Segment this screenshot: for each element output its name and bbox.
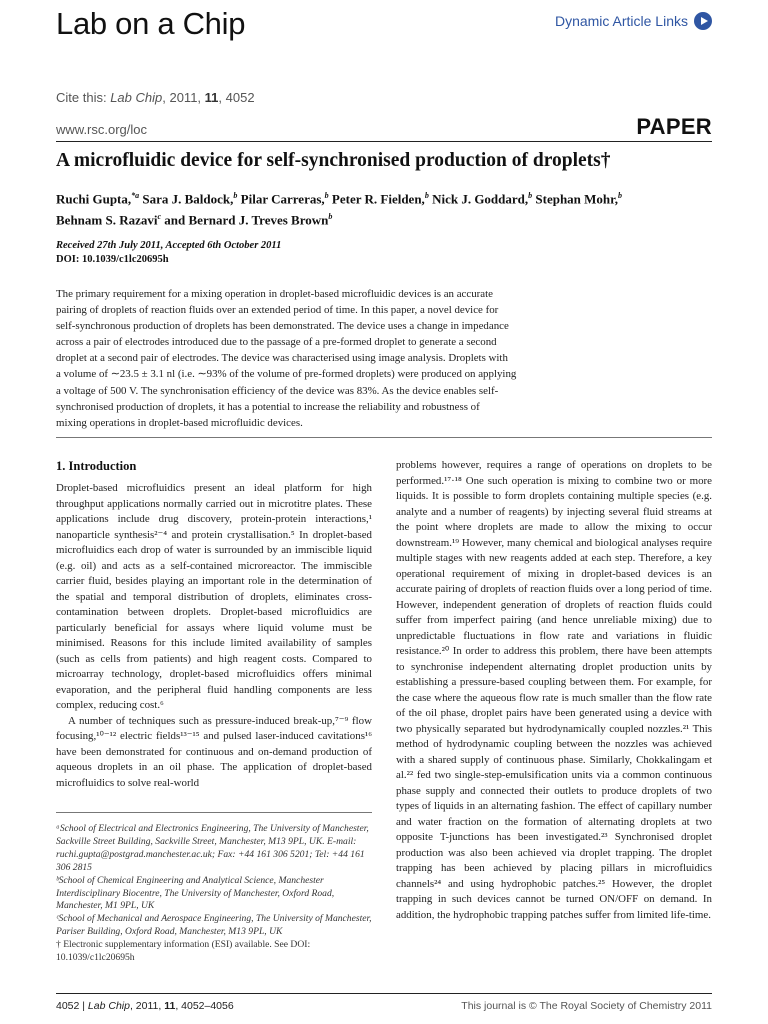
abstract-line: mixing operations in droplet-based microfluidic devices. (56, 416, 303, 429)
affiliation-mark: b (324, 191, 329, 200)
body-paragraph: problems however, requires a range of operations on droplets to be performed.¹⁷·¹⁸ One such operation is mixing to combine two or more liquids. It is possible to form droplets containing multiple species (e.g. analyte and a number of reagents) by injecting several fluid streams at the point where droplets are made to allow the mixing to occur downstream.¹⁹ However, many chemical and biological analyses require multiple stages with new reagents added at each step. Therefore, a key operational requirement of mixing in droplet-based devices is an accurate pairing of droplets of reaction fluids over a long period of time. However, independent generation of droplets of reaction fluids could suffer from imperfect pairing (and hence unreliable mixing) due to unpredictable fluctuations in flow rate and variations in fluidic resistance.²⁰ In order to address this problem, there have been attempts to synchronise independent alternating droplet production units by establishing a pressure-based coupling between them. For example, for the case where the aqueous flow rate is much smaller than the flow rate of the oil phase, droplet pairs have been generated using a device with two physically separated but hydrodynamically coupled nozzles.²¹ This method of hydrodynamic coupling between the nozzles was achieved with a shared supply of continuous phase. Similarly, Chokkalingam et al.²² fed two single-step-emulsification units via a common continuous phase supply and connected their outlets to produce droplets of two types of liquids in an alternating fashion. The effect of capillary number and water fraction on the formation of alternating droplets at two opposite T-junctions has been investigated.²³ Synchronised droplet production was also been achieved via droplet trapping. The droplet trapping has been achieved by placing pillars in microfluidics channels²⁴ and using hydrophobic patches.²⁵ However, the droplet trapping in such devices cannot be turned ON/OFF on demand. In addition, the hydrophobic trapping patches suffer from limited life-time. (396, 459, 712, 921)
cite-volume: 11 (204, 90, 219, 105)
received-accepted: Received 27th July 2011, Accepted 6th October 2011 (56, 240, 282, 251)
author-list (56, 187, 716, 230)
footer-pages: , 4052–4056 (175, 1000, 234, 1012)
right-column (396, 458, 712, 923)
author: Behnam S. Razavi (56, 212, 158, 228)
abstract-line: synchronised production of droplets, it has a potential to increase the reliability and robustness of (56, 400, 480, 413)
cite-journal: Lab Chip (110, 90, 163, 105)
footer-volume: 11 (164, 1000, 176, 1012)
author: Peter R. Fielden, (331, 191, 425, 207)
dynamic-article-links-label[interactable]: Dynamic Article Links (554, 13, 688, 29)
footnote-affiliation-c: ᶜSchool of Mechanical and Aerospace Engineering, The University of Manchester, Pariser Building, Oxford Road, Manchester, M13 9PL, UK (56, 913, 372, 938)
abstract (56, 286, 604, 431)
cite-year: , 2011, (162, 90, 205, 105)
author: Stephan Mohr, (535, 191, 618, 207)
journal-url[interactable]: www.rsc.org/loc (56, 122, 148, 137)
abstract-line: droplet at a second pair of electrodes. The device was characterised using image analysis. Droplets with (56, 352, 508, 365)
affiliation-mark: b (424, 191, 429, 200)
body-paragraph: Droplet-based microfluidics present an ideal platform for high throughput applications normally carried out in microtitre plates. These applications include drug discovery, protein-protein interactions,¹ nanoparticle synthesis²⁻⁴ and protein crystallisation.⁵ In droplet-based microfluidics each drop of water is surrounded by an immiscible liquid (e.g. oil) and acts as a self-contained microreactor. The immiscible carrier fluid, besides playing an important role in the determination of the spatial and temporal distribution of droplets, eliminates cross-contamination between droplets. Droplet-based microfluidics are particularly beneficial for assays where liquid volume must be minimised. Reasons for this include limited availability of samples (such as cells from patients) and high reagent costs. Compared to microarray technology, droplet-based microfluidics offers minimal evaporation, and the peripheral fluid handling components are less complex, reducing cost.⁶ (56, 482, 372, 711)
footnote-esi: † Electronic supplementary information (ESI) available. See DOI: 10.1039/c1lc20695h (56, 939, 311, 964)
section-heading: 1. Introduction (56, 459, 137, 473)
footer-citation (56, 1000, 234, 1012)
cite-prefix: Cite this: (56, 90, 107, 105)
footnotes (56, 823, 372, 965)
author: Sara J. Baldock, (142, 191, 234, 207)
cite-page: , 4052 (218, 90, 255, 105)
abstract-line: self-synchronous production of droplets has been demonstrated. The device uses a change in impedance (56, 320, 509, 333)
footer-journal: Lab Chip (87, 1000, 130, 1012)
author: Pilar Carreras, (240, 191, 325, 207)
affiliation-mark: c (157, 212, 162, 222)
footer-page: 4052 | (56, 1000, 88, 1012)
affiliation-mark: b (528, 191, 533, 200)
dynamic-article-links[interactable] (555, 12, 712, 30)
article-title: A microfluidic device for self-synchronised production of droplets† (56, 150, 611, 171)
abstract-line: across a pair of electrodes introduced due to the passage of a pre-formed droplet to generate a second (56, 336, 497, 349)
affiliation-mark: b (618, 191, 622, 200)
abstract-divider (56, 437, 712, 438)
abstract-line: a voltage of 500 V. The synchronisation efficiency of the device was 83%. As the device enables self- (56, 384, 499, 397)
footer-divider (56, 993, 712, 994)
header-divider (56, 141, 712, 142)
citation-line (56, 90, 255, 105)
doi[interactable]: DOI: 10.1039/c1lc20695h (56, 254, 169, 265)
paper-type-label: PAPER (636, 114, 712, 139)
left-column (56, 481, 372, 791)
play-icon[interactable] (694, 12, 712, 30)
abstract-line: pairing of droplets of reaction fluids over an extended period of time. In this paper, a novel device for (56, 304, 499, 317)
footnote-affiliation-a: ᵃSchool of Electrical and Electronics Engineering, The University of Manchester, Sackville Street Building, Sackville Street, Manchester, M13 9PL, UK. E-mail: ruchi.gupta@postgrad.manchester.ac.uk; Fax: +44 161 306 5201; Tel: +44 161 306 2815 (56, 823, 369, 873)
footer-copyright: This journal is © The Royal Society of Chemistry 2011 (461, 1000, 712, 1012)
journal-name: Lab on a Chip (56, 6, 246, 41)
author: Nick J. Goddard, (432, 191, 529, 207)
abstract-line: a volume of ∼23.5 ± 3.1 nl (i.e. ∼93% of the volume of pre-formed droplets) were produced on applying (56, 368, 517, 381)
author: and Bernard J. Treves Brown (164, 212, 329, 228)
affiliation-mark: b (328, 212, 333, 222)
affiliation-mark: *a (131, 191, 140, 200)
footnote-affiliation-b: ᵇSchool of Chemical Engineering and Analytical Science, Manchester Interdisciplinary Biocentre, The University of Manchester, Oxford Road, Manchester, M1 9PL, UK (56, 874, 335, 912)
author: Ruchi Gupta, (56, 191, 132, 207)
footer-year: , 2011, (129, 1000, 165, 1012)
article-dates (56, 239, 281, 267)
body-paragraph: A number of techniques such as pressure-induced break-up,⁷⁻⁹ flow focusing,¹⁰⁻¹² electric fields¹³⁻¹⁵ and pulsed laser-induced cavitations¹⁶ have been demonstrated for continuous and on-demand production of aqueous droplets in an oil phase. The application of droplet-based microfluidics to solve real-world (56, 714, 372, 789)
footnote-divider (56, 812, 372, 813)
affiliation-mark: b (233, 191, 238, 200)
abstract-line: The primary requirement for a mixing operation in droplet-based microfluidic devices is an accurate (56, 288, 493, 300)
